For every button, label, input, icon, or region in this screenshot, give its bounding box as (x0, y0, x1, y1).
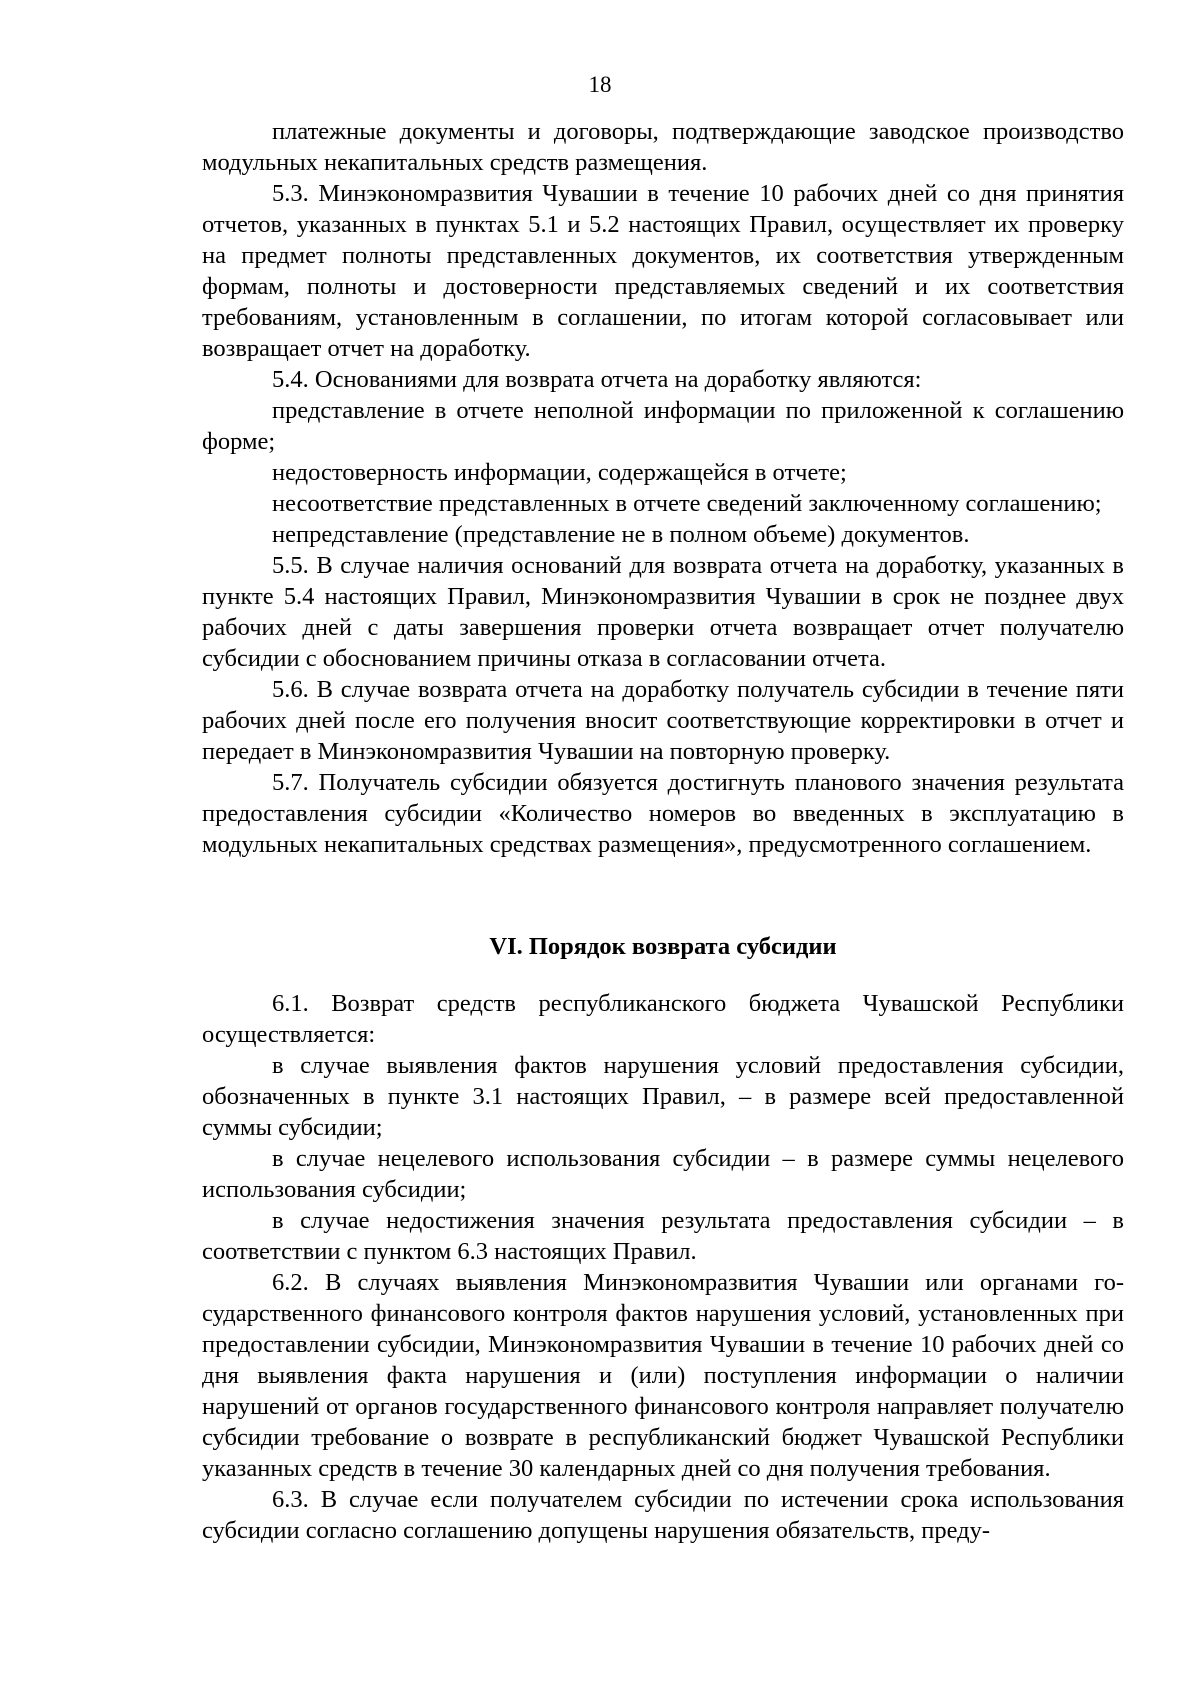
body-text-bottom (202, 988, 1124, 1546)
paragraph: в случае нецелевого использования субсидии – в размере суммы нецелевого использования субсидии; (202, 1145, 1124, 1203)
paragraph: непредставление (представление не в полном объеме) документов. (272, 521, 970, 548)
paragraph-5-7: 5.7. Получатель субсидии обязуется достигнуть планового значения результата предоставления субсидии «Количество номеров во введенных в эксплуатацию в модульных некапитальных средствах размещения», предусмотренного соглашением. (202, 769, 1124, 858)
paragraph: представление в отчете неполной информации по приложенной к соглашению форме; (202, 397, 1124, 455)
page-number: 18 (588, 72, 612, 97)
paragraph: недостоверность информации, содержащейся в отчете; (272, 459, 847, 486)
paragraph-5-3: 5.3. Минэкономразвития Чувашии в течение 10 рабочих дней со дня принятия отчетов, указанных в пунктах 5.1 и 5.2 настоящих Правил, осуществляет их проверку на предмет полноты представленных документов, их соответствия утвержденным формам, полноты и достоверности представляемых сведений и их соответствия требованиям, установленным в соглашении, по итогам которой согласовывает или возвращает отчет на доработку. (202, 180, 1124, 362)
body-text-top (202, 116, 1124, 860)
paragraph-6-3: 6.3. В случае если получателем субсидии по истечении срока использования субсидии согласно соглашению допущены нарушения обязательств, преду- (202, 1486, 1124, 1544)
paragraph: платежные документы и договоры, подтверждающие заводское производство модульных некапитальных средств размещения. (202, 118, 1124, 176)
paragraph: в случае выявления фактов нарушения условий предоставления субсидии, обозначенных в пункте 3.1 настоящих Правил, – в размере всей предоставленной суммы субсидии; (202, 1052, 1124, 1141)
paragraph-6-1: 6.1. Возврат средств республиканского бюджета Чувашской Республики осуществляется: (202, 990, 1124, 1048)
paragraph-5-5: 5.5. В случае наличия оснований для возврата отчета на доработку, указанных в пункте 5.4 настоящих Правил, Минэкономразвития Чувашии в срок не позднее двух рабочих дней с даты завершения проверки отчета возвращает отчет получателю субсидии с обоснованием причины отказа в согласовании отчета. (202, 552, 1124, 672)
paragraph: несоответствие представленных в отчете сведений заключенному соглашению; (272, 490, 1102, 517)
paragraph: в случае недостижения значения результата предоставления субсидии – в соответствии с пунктом 6.3 настоящих Правил. (202, 1207, 1124, 1265)
section-heading: VI. Порядок возврата субсидии (489, 933, 837, 960)
paragraph-6-2: 6.2. В случаях выявления Минэкономразвития Чувашии или органами государственного финансового контроля фактов нарушения условий, установленных при предоставлении субсидии, Минэкономразвития Чувашии в течение 10 рабочих дней со дня выявления факта нарушения и (или) поступления информации о наличии нарушений от органов государственного финансового контроля направляет получателю субсидии требование о возврате в республиканский бюджет Чувашской Республики указанных средств в течение 30 календарных дней со дня получения требования. (202, 1269, 1124, 1482)
paragraph-5-4: 5.4. Основаниями для возврата отчета на доработку являются: (272, 366, 922, 393)
paragraph-5-6: 5.6. В случае возврата отчета на доработку получатель субсидии в течение пяти рабочих дней после его получения вносит соответствующие корректировки в отчет и передает в Минэкономразвития Чувашии на повторную проверку. (202, 676, 1124, 765)
